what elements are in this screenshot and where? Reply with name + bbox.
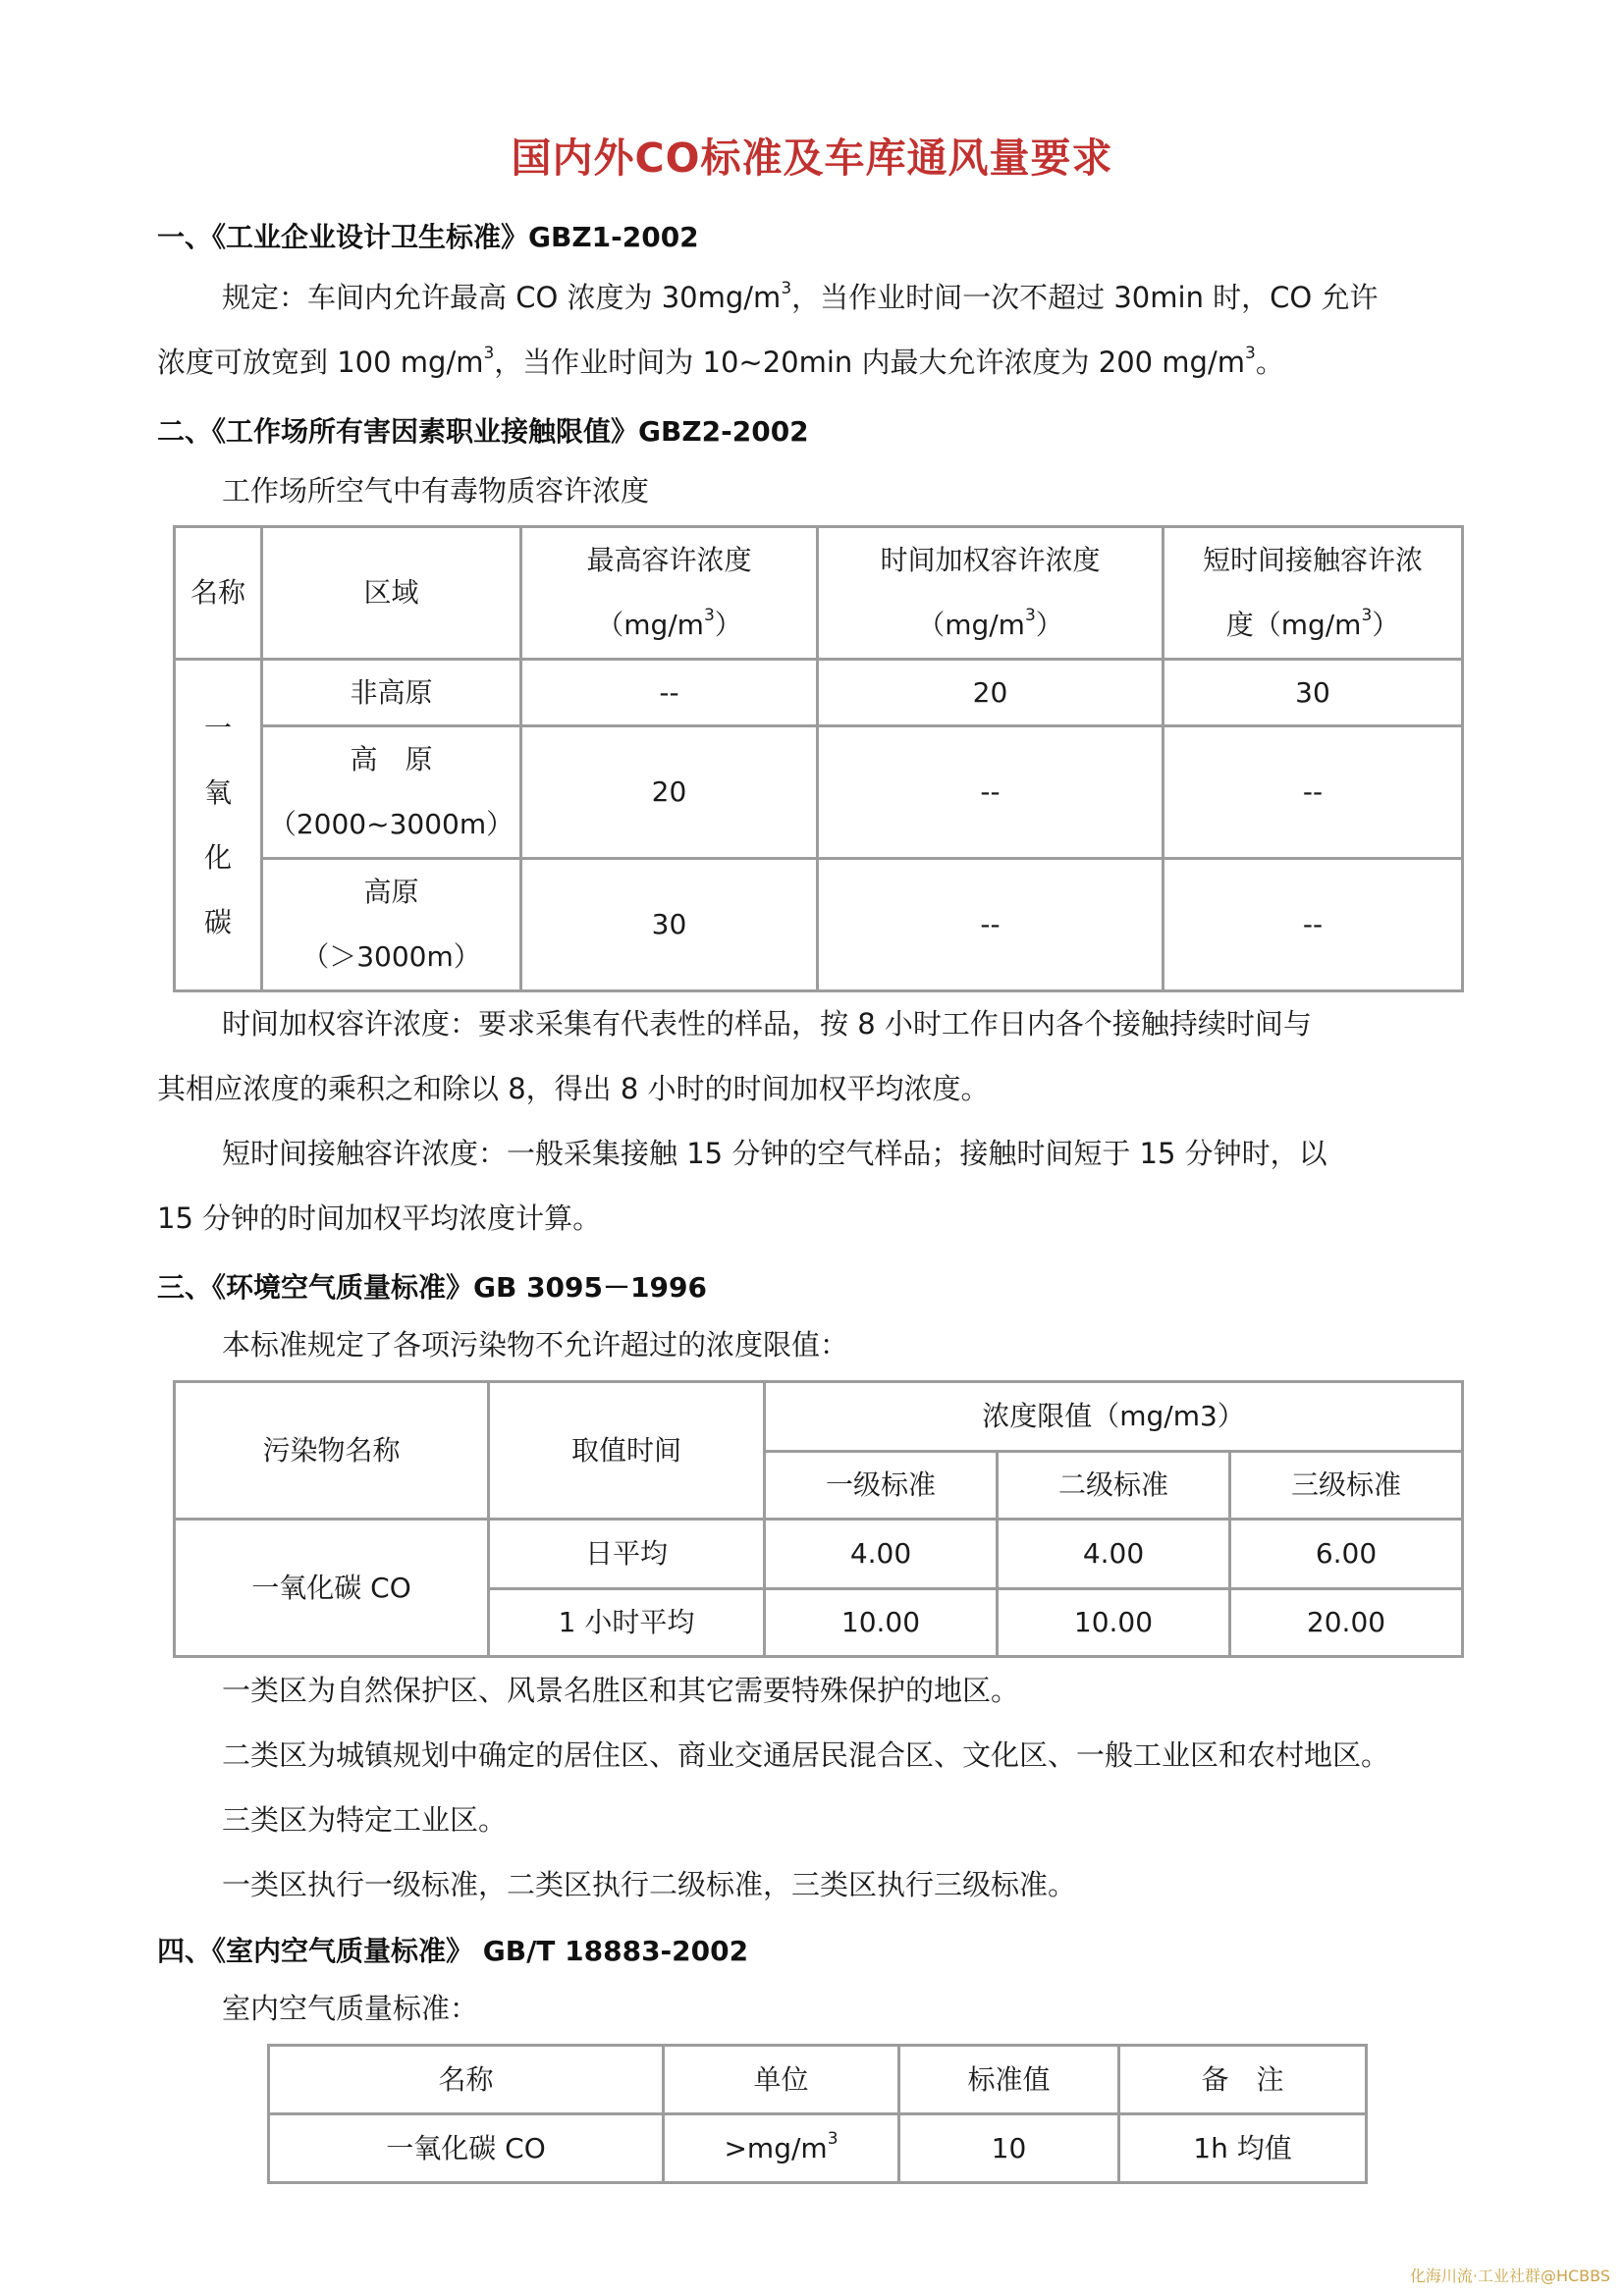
table-cell: 4.00 — [765, 1520, 998, 1589]
section-2-heading: 二、《工作场所有害因素职业接触限值》GBZ2-2002 — [157, 415, 809, 448]
section-4-intro: 室内空气质量标准： — [222, 1992, 479, 2025]
header-standard: 标准值 — [899, 2046, 1119, 2114]
header-grade-3: 三级标准 — [1230, 1452, 1463, 1520]
table-cell: 10.00 — [765, 1589, 998, 1657]
section-4-heading: 四、《室内空气质量标准》 GB/T 18883-2002 — [157, 1935, 749, 1967]
zone-note-4: 一类区执行一级标准，二类区执行二级标准，三类区执行三级标准。 — [222, 1868, 1077, 1901]
table-cell: 10 — [899, 2114, 1119, 2183]
header-limit: 浓度限值（mg/m3） — [765, 1382, 1463, 1452]
header-grade-1: 一级标准 — [765, 1452, 998, 1520]
header-zone: 区域 — [262, 527, 521, 660]
zone-note-1: 一类区为自然保护区、风景名胜区和其它需要特殊保护的地区。 — [222, 1674, 1020, 1707]
twa-note: 时间加权容许浓度：要求采集有代表性的样品，按 8 小时工作日内各个接触持续时间与 其相应浓度的乘积之和除以 8，得出 8 小时的时间加权平均浓度。 — [157, 1007, 1312, 1105]
table-cell: 非高原 — [262, 660, 521, 726]
table-cell: 6.00 — [1230, 1520, 1463, 1589]
substance-cell: 一 氧 化 碳 — [175, 660, 262, 991]
header-remark: 备 注 — [1119, 2046, 1367, 2114]
section-1-paragraph: 规定：车间内允许最高 CO 浓度为 $30mg/m^3$，当作业时间一次不超过 30min 时，CO 允许 浓度可放宽到 100 $mg/m^3$，当作业时间为 10~20min 内最大允许浓度为 200 $mg/m^3$。 — [157, 279, 1379, 379]
table-cell: -- — [818, 726, 1164, 859]
header-grade-2: 二级标准 — [998, 1452, 1230, 1520]
zone-note-2: 二类区为城镇规划中确定的居住区、商业交通居民混合区、文化区、一般工业区和农村地区。 — [222, 1738, 1390, 1772]
header-time: 取值时间 — [489, 1382, 765, 1520]
section-3-heading: 三、《环境空气质量标准》GB 3095－1996 — [157, 1271, 707, 1304]
table-cell: 1 小时平均 — [489, 1589, 765, 1657]
stel-note: 短时间接触容许浓度：一般采集接触 15 分钟的空气样品；接触时间短于 15 分钟时，以 15 分钟的时间加权平均浓度计算。 — [157, 1137, 1327, 1235]
indoor-air-table — [267, 2044, 1368, 2184]
table-cell: 高原 （＞3000m） — [262, 859, 521, 991]
table-cell: 一氧化碳 CO — [269, 2114, 664, 2183]
watermark: 化海川流·工业社群@HCBBS — [1409, 2267, 1610, 2285]
table-cell: 30 — [521, 859, 818, 991]
header-pollutant: 污染物名称 — [175, 1382, 489, 1520]
header-twa: 时间加权容许浓度 $(mg/m^3)$ — [818, 527, 1164, 660]
table-cell: -- — [1164, 859, 1463, 991]
table-cell: -- — [818, 859, 1164, 991]
table-cell: 日平均 — [489, 1520, 765, 1589]
table-cell: 30 — [1164, 660, 1463, 726]
table-cell: $>mg/m^3$ — [664, 2114, 899, 2183]
occupational-limits-table — [173, 525, 1464, 992]
ambient-air-table — [173, 1380, 1464, 1658]
table-cell: 1h 均值 — [1119, 2114, 1367, 2183]
section-1-heading: 一、《工业企业设计卫生标准》GBZ1-2002 — [157, 221, 699, 253]
table-cell: 高 原 （2000~3000m） — [262, 726, 521, 859]
table-cell: -- — [521, 660, 818, 726]
section-3-intro: 本标准规定了各项污染物不允许超过的浓度限值： — [222, 1328, 849, 1362]
table-cell: 20 — [521, 726, 818, 859]
table-cell: 4.00 — [998, 1520, 1230, 1589]
table-cell: -- — [1164, 726, 1463, 859]
table-cell: 20 — [818, 660, 1164, 726]
zone-note-3: 三类区为特定工业区。 — [222, 1803, 508, 1837]
header-name: 名称 — [269, 2046, 664, 2114]
table-cell: 10.00 — [998, 1589, 1230, 1657]
header-unit: 单位 — [664, 2046, 899, 2114]
pollutant-cell: 一氧化碳 CO — [175, 1520, 489, 1657]
header-max: 最高容许浓度 $(mg/m^3)$ — [521, 527, 818, 660]
page-title: 国内外CO标准及车库通风量要求 — [511, 134, 1113, 182]
header-stel: 短时间接触容许浓 度$(mg/m^3)$ — [1164, 527, 1463, 660]
header-name: 名称 — [175, 527, 262, 660]
section-2-intro: 工作场所空气中有毒物质容许浓度 — [222, 474, 650, 507]
table-cell: 20.00 — [1230, 1589, 1463, 1657]
